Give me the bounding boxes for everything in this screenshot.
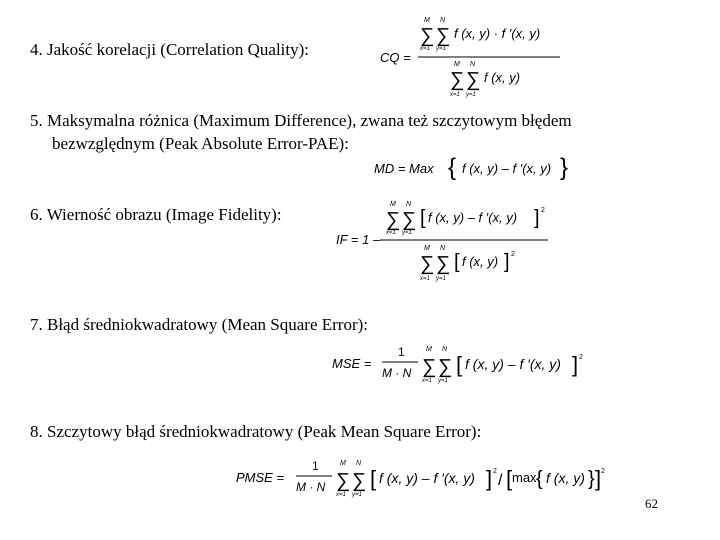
item-mean-square-error: 7. Błąd średniokwadratowy (Mean Square Error): [30, 315, 369, 334]
sum-upper-label: M [424, 245, 430, 252]
brace-left: { [536, 468, 543, 490]
exponent: 2 [493, 468, 497, 475]
sigma-symbol: ∑ [436, 25, 451, 47]
sigma-symbol: ∑ [352, 470, 367, 492]
sigma-symbol: ∑ [466, 69, 481, 91]
sum-upper-label: N [442, 346, 448, 353]
sum-lower-label: y=1 [402, 230, 412, 236]
sum-upper-label: M [426, 346, 432, 353]
bracket-right: ] [572, 352, 579, 377]
formula-peak-mean-square-error [236, 455, 606, 501]
formula-lhs: MD = Max [374, 161, 434, 176]
sum-upper-label: N [356, 460, 362, 467]
item-maximum-difference: 5. Maksymalna różnica (Maximum Difference), zwana też szczytowym błędem [30, 111, 572, 130]
sum-lower-label: x=1 [386, 230, 396, 236]
sigma-symbol: ∑ [402, 209, 417, 231]
brace-left: { [448, 154, 457, 181]
sum-upper-label: M [424, 17, 430, 24]
item-correlation-quality: 4. Jakość korelacji (Correlation Quality): [30, 40, 309, 59]
item-image-fidelity: 6. Wierność obrazu (Image Fidelity): [30, 205, 282, 224]
fraction-numerator: 1 [312, 459, 319, 473]
sum-upper-label: M [454, 61, 460, 68]
bracket-right: ] [486, 466, 493, 491]
sum-upper-label: M [390, 201, 396, 208]
formula-denominator: f (x, y) [484, 70, 521, 85]
sum-lower-label: y=1 [352, 492, 362, 498]
formula-max-body: f (x, y) [546, 470, 585, 486]
bracket-left: [ [506, 466, 513, 491]
formula-body: f (x, y) – f ′(x, y) [379, 470, 475, 486]
sum-lower-label: y=1 [436, 276, 446, 282]
sum-upper-label: N [470, 61, 476, 68]
sum-lower-label: x=1 [450, 92, 460, 98]
sum-lower-label: x=1 [420, 46, 430, 52]
page-number: 62 [645, 496, 658, 511]
sigma-symbol: ∑ [438, 356, 453, 378]
sigma-symbol: ∑ [450, 69, 465, 91]
bracket-left: [ [420, 207, 426, 229]
sum-upper-label: N [440, 245, 446, 252]
sum-lower-label: y=1 [466, 92, 476, 98]
bracket-right: ] [504, 251, 510, 273]
sum-upper-label: M [340, 460, 346, 467]
formula-lhs: MSE = [332, 356, 372, 371]
formula-lhs: IF = 1 – [336, 232, 381, 247]
exponent: 2 [601, 468, 605, 475]
sum-lower-label: x=1 [422, 378, 432, 384]
division-slash: / [498, 472, 503, 489]
formula-lhs: PMSE = [236, 470, 285, 485]
formula-denominator: f (x, y) [462, 254, 499, 269]
bracket-left: [ [456, 352, 463, 377]
exponent: 2 [511, 251, 515, 258]
fraction-denominator: M · N [382, 366, 412, 380]
fraction-numerator: 1 [398, 345, 405, 359]
formula-body: f (x, y) – f ′(x, y) [465, 356, 561, 372]
sigma-symbol: ∑ [436, 253, 451, 275]
sum-lower-label: y=1 [438, 378, 448, 384]
sigma-symbol: ∑ [422, 356, 437, 378]
bracket-right: ] [534, 207, 540, 229]
formula-correlation-quality [378, 12, 568, 100]
formula-numerator: f (x, y) · f ′(x, y) [454, 26, 541, 41]
formula-mean-square-error [332, 341, 582, 387]
bracket-left: [ [370, 466, 377, 491]
sigma-symbol: ∑ [386, 209, 401, 231]
formula-image-fidelity [336, 194, 556, 288]
sigma-symbol: ∑ [336, 470, 351, 492]
exponent: 2 [541, 207, 545, 214]
formula-maximum-difference [374, 154, 584, 184]
sum-upper-label: N [440, 17, 446, 24]
formula-numerator: f (x, y) – f ′(x, y) [428, 210, 518, 225]
formula-body: f (x, y) – f ′(x, y) [462, 161, 552, 176]
bracket-right: ] [595, 466, 602, 491]
bracket-left: [ [454, 251, 460, 273]
fraction-denominator: M · N [296, 480, 326, 494]
sum-upper-label: N [406, 201, 412, 208]
item-maximum-difference-cont: bezwzględnym (Peak Absolute Error-PAE): [52, 134, 349, 153]
max-operator: max [512, 470, 537, 485]
exponent: 2 [579, 354, 583, 361]
sum-lower-label: x=1 [336, 492, 346, 498]
item-peak-mean-square-error: 8. Szczytowy błąd średniokwadratowy (Peak Mean Square Error): [30, 422, 482, 441]
sigma-symbol: ∑ [420, 253, 435, 275]
formula-lhs: CQ = [380, 50, 411, 65]
sum-lower-label: y=1 [436, 46, 446, 52]
brace-right: } [588, 468, 595, 490]
sigma-symbol: ∑ [420, 25, 435, 47]
brace-right: } [560, 154, 569, 181]
sum-lower-label: x=1 [420, 276, 430, 282]
